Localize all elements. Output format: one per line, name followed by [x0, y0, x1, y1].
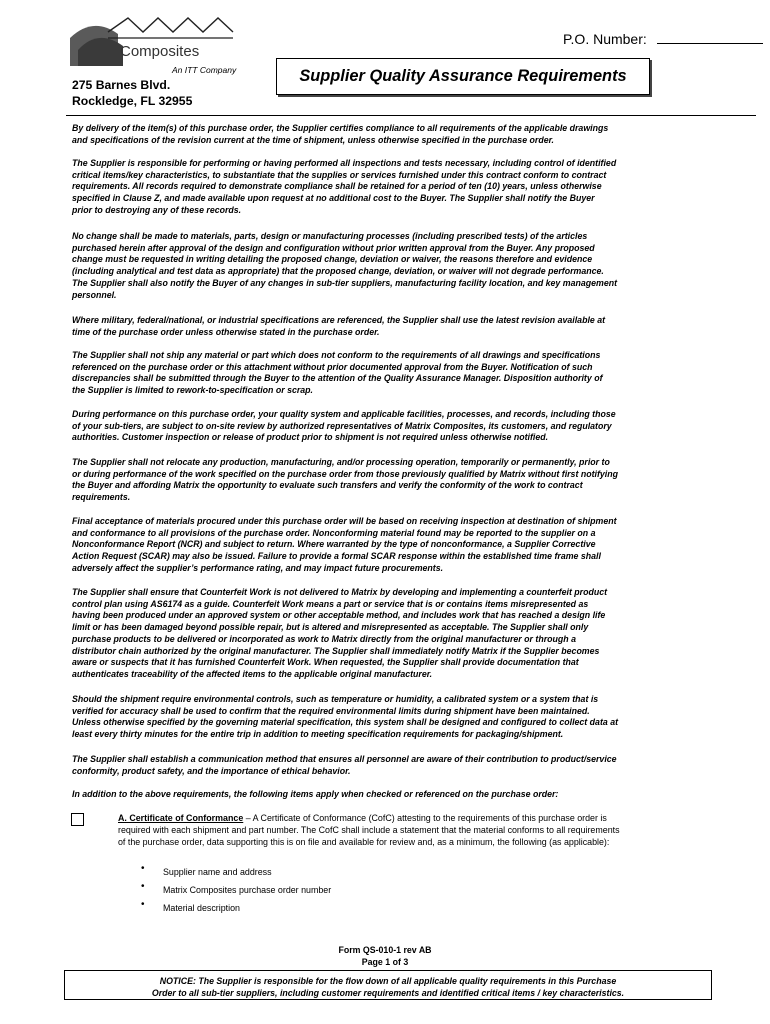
notice-line: Order to all sub-tier suppliers, including customer requirements and identified critical items / key characteristics. — [151, 988, 625, 998]
text-line: and conformance to all provisions of the purchase order. Nonconforming material found may be reported to the supplier on a — [72, 527, 596, 538]
text-line: referenced on the purchase order or this attachment without prior documented approval from the Buyer. Notification of such — [72, 361, 593, 372]
text-line: aware or suspects that it has furnished Counterfeit Work. When requested, the Supplier shall provide documentation that — [72, 657, 579, 668]
po-number-field[interactable] — [657, 43, 763, 44]
text-line: requirements. — [72, 492, 131, 503]
list-item: Material description — [163, 903, 240, 913]
list-item: Supplier name and address — [163, 867, 272, 877]
text-line: of the purchase order, data supporting this is on file and available for review and, as a minimum, the following (as applicable): — [118, 836, 610, 847]
text-line: The Supplier shall ensure that Counterfeit Work is not delivered to Matrix by developing and implementing a counterfeit product — [72, 587, 608, 597]
text-line: During performance on this purchase order, your quality system and applicable facilities, processes, and records, including those — [72, 409, 616, 419]
text-line: limit or has been damaged beyond possible repair, but is altered and misrepresented as acceptable. The Supplier shall only — [72, 622, 589, 633]
paragraph-communication — [72, 754, 770, 777]
text-line: (including analytical and test data as appropriate) that the proposed change, deviation, or waiver will not degrade performance. — [72, 266, 604, 277]
text-line: purchase products to be delivered or incorporated as work to Matrix directly from the original manufacturer or through a — [72, 633, 576, 644]
text-line: The Supplier shall establish a communication method that ensures all personnel are aware of their contribution to product/service — [72, 754, 617, 764]
text-line: purchased herein after approval of the design and configuration without prior written approval from the Buyer. Any proposed — [72, 242, 595, 253]
text-line: least every thirty minutes for the entire trip in addition to meeting specification requirements for packaging/shipment. — [72, 729, 564, 740]
paragraph-specifications — [72, 315, 770, 338]
bullet-icon: • — [141, 881, 145, 892]
paragraph-inspections — [72, 158, 770, 217]
notice-box — [64, 970, 712, 1000]
text-line: having been produced under an approved system or other acceptable method, and includes work that has reached a design life — [72, 610, 606, 621]
text-line: change must be requested in writing detailing the proposed change, deviation or waiver, the reasons therefore and evidence — [72, 254, 593, 265]
bullet-icon: • — [141, 899, 145, 910]
paragraph-relocation — [72, 457, 770, 504]
text-line: Final acceptance of materials procured under this purchase order will be based on receiving inspection at destination of shipment — [72, 516, 617, 526]
text-line: The Supplier shall also notify the Buyer of any changes in sub-tier suppliers, manufacturing facility location, and key management — [72, 277, 618, 288]
itt-tagline: An ITT Company — [172, 65, 237, 75]
text-line: Nonconformance Report (NCR) and subject to return. Where warranted by the type of nonconformance, a Supplier Corrective — [72, 539, 596, 550]
address-line-1: 275 Barnes Blvd. — [72, 78, 171, 92]
form-number: Form QS-010-1 rev AB — [338, 945, 432, 955]
text-line: requirements. All records required to demonstrate compliance shall be retained for a period of ten (10) years, unless otherwise — [72, 181, 602, 192]
document-title: Supplier Quality Assurance Requirements — [299, 67, 627, 85]
text-line: In addition to the above requirements, the following items apply when checked or referenced on the purchase order: — [72, 789, 559, 799]
paragraph-additional — [72, 789, 770, 801]
paragraph-delivery — [72, 123, 770, 146]
text-line: By delivery of the item(s) of this purchase order, the Supplier certifies compliance to all requirements of the applicable drawings — [72, 123, 609, 133]
text-line: verified for accuracy shall be used to confirm that the required environmental limits during shipment have been maintained. — [72, 705, 590, 716]
paragraph-onsite-review — [72, 409, 770, 444]
paragraph-environmental — [72, 694, 770, 741]
text-line: the Supplier is limited to rework-to-specification or scrap. — [72, 385, 313, 396]
text-line: time of the purchase order unless otherwise stated in the purchase order. — [72, 326, 380, 337]
company-name: Composites — [120, 43, 200, 60]
paragraph-changes — [72, 231, 770, 301]
text-line: Where military, federal/national, or industrial specifications are referenced, the Supplier shall use the latest revision available at — [72, 315, 606, 325]
text-line: the Buyer and affording Matrix the opportunity to evaluate such transfers and verify the conformity of the work to contract — [72, 480, 583, 491]
address-line-2: Rockledge, FL 32955 — [72, 93, 193, 108]
text-line: discrepancies shall be submitted through the Buyer to the attention of the Quality Assurance Manager. Disposition authority of — [72, 373, 603, 384]
text-line: of your sub-tiers, are subject to on-site review by authorized representatives of Matrix Composites, its customers, and regulatory — [72, 420, 612, 431]
text-line: The Supplier is responsible for performing or having performed all inspections and tests necessary, including control of identified — [72, 158, 617, 168]
text-line: Should the shipment require environmental controls, such as temperature or humidity, a calibrated system or a system that is — [72, 694, 599, 704]
text-line: control plan using AS6174 as a guide. Counterfeit Work means a part or service that is or contains items misrepresented as — [72, 598, 589, 609]
item-a-certificate — [118, 813, 758, 848]
text-line: adversely affect the supplier’s performance rating, and may impact future procurements. — [72, 562, 444, 573]
paragraph-acceptance — [72, 516, 770, 575]
po-number-label: P.O. Number: — [563, 31, 647, 47]
item-a-checkbox[interactable] — [71, 813, 84, 826]
text-line: prior to destroying any of these records. — [72, 204, 242, 215]
text-line: conformity, product safety, and the importance of ethical behavior. — [72, 765, 351, 776]
text-line: authorities. Customer inspection or release of product prior to shipment is not required unless otherwise notified. — [72, 432, 549, 443]
text-line: critical items/key characteristics, to substantiate that the supplies or services furnished under this contract conform to contract — [72, 169, 607, 180]
text-line: required with each shipment and part number. The CofC shall include a statement that the material conforms to all requirements — [118, 824, 620, 835]
notice-line: NOTICE: The Supplier is responsible for the flow down of all applicable quality requirements in this Purchase — [159, 976, 617, 986]
text-line: The Supplier shall not ship any material or part which does not conform to the requirements of all drawings and specifications — [72, 350, 601, 360]
company-address — [72, 78, 192, 109]
bullet-icon: • — [141, 863, 145, 874]
header-divider — [66, 115, 756, 116]
text-line: – A Certificate of Conformance (CofC) attesting to the requirements of this purchase order is — [243, 813, 607, 823]
paragraph-counterfeit — [72, 587, 770, 681]
text-line: specified in Clause Z, and made available upon request at no additional cost to the Buyer. The Supplier shall notify the Buyer — [72, 193, 595, 204]
item-a-heading: A. Certificate of Conformance — [118, 813, 244, 823]
page-number: Page 1 of 3 — [361, 957, 409, 967]
text-line: The Supplier shall not relocate any production, manufacturing, and/or processing operation, temporarily or permanently, prior to — [72, 457, 610, 467]
text-line: or during performance of the work specified on the purchase order from those previously qualified by Matrix without first notifying — [72, 468, 618, 479]
text-line: No change shall be made to materials, parts, design or manufacturing processes (including prescribed tests) of the articles — [72, 231, 588, 241]
document-title-box — [276, 58, 650, 95]
list-item: Matrix Composites purchase order number — [163, 885, 332, 895]
text-line: authenticates traceability of the affected items to the applicable original manufacturer. — [72, 668, 433, 679]
paragraph-nonconforming — [72, 350, 770, 397]
text-line: personnel. — [72, 289, 117, 300]
text-line: Action Request (SCAR) may also be issued. Failure to provide a formal SCAR response within the established time frame shall — [72, 551, 601, 562]
text-line: and specifications of the revision current at the time of shipment, unless otherwise specified in the purchase order. — [72, 134, 554, 145]
text-line: Unless otherwise specified by the governing material specification, this system shall be designed and configured to collect data at — [72, 717, 619, 728]
text-line: distributor chain authorized by the original manufacturer. The Supplier shall immediately notify Matrix if the Supplier becomes — [72, 645, 600, 656]
